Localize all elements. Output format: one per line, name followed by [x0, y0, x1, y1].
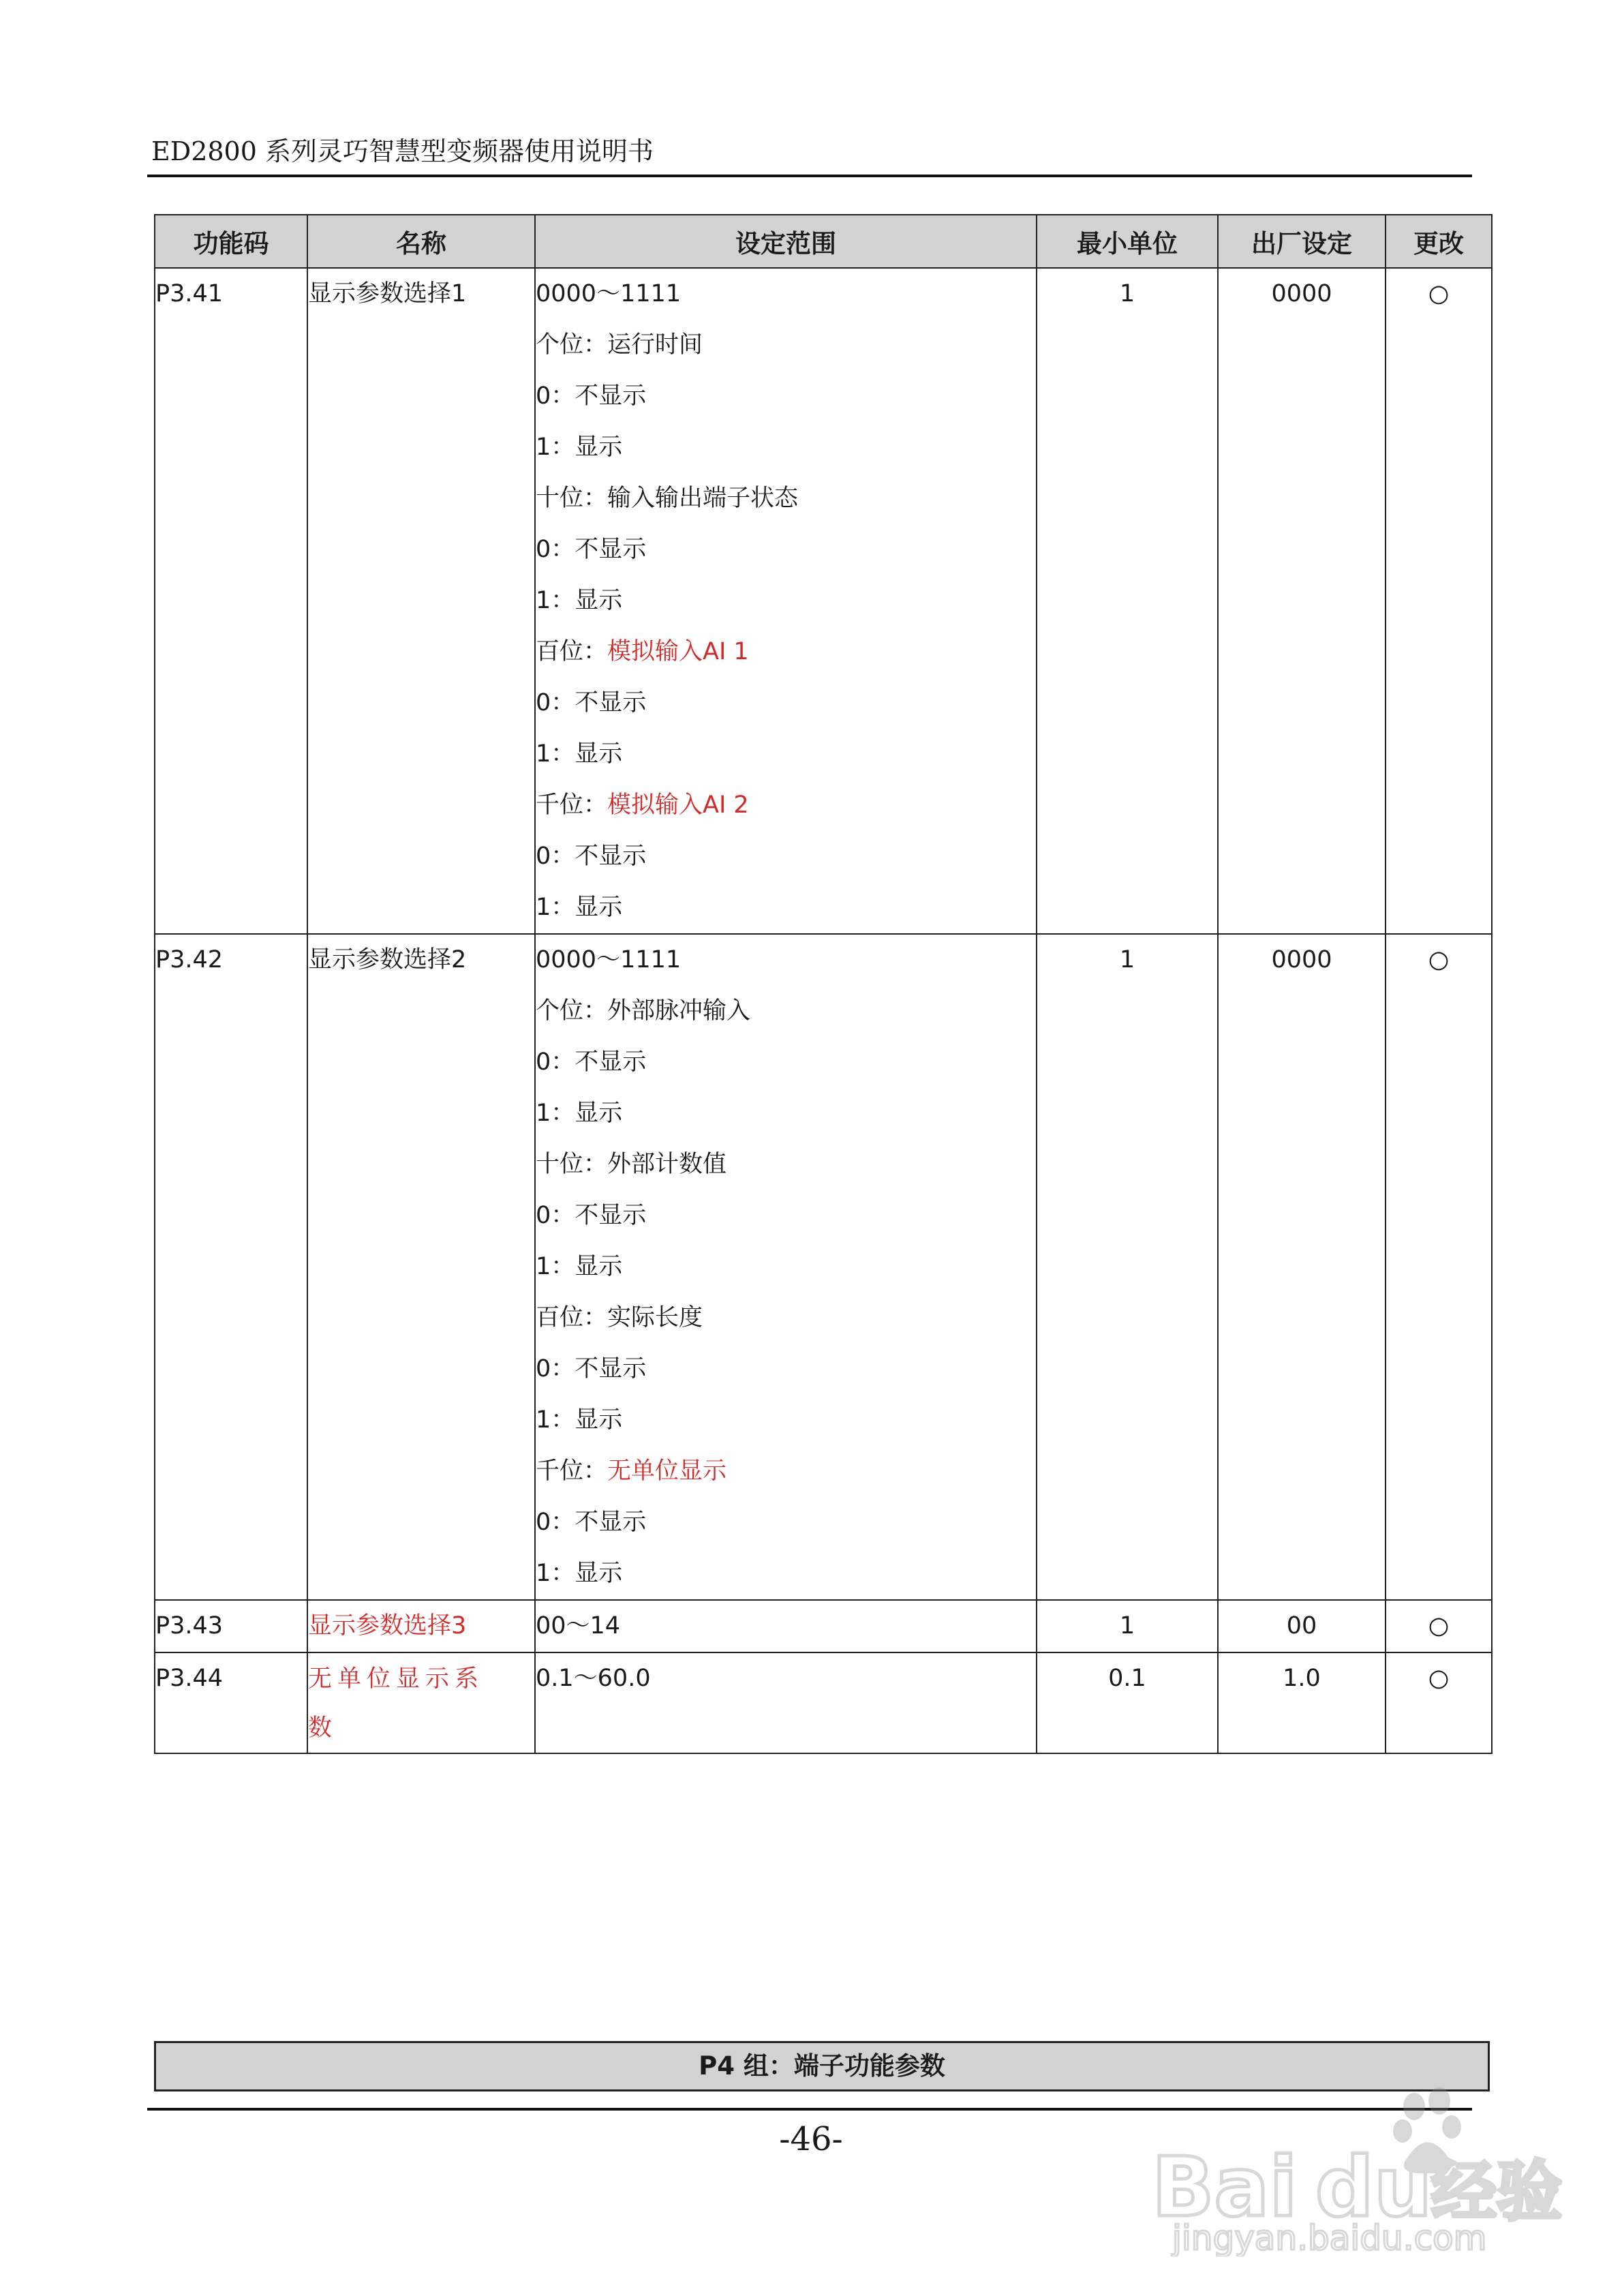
range-line	[536, 1548, 1036, 1599]
param-min-unit	[1037, 1652, 1218, 1753]
range-line-prefix: 1：	[536, 1100, 575, 1127]
range-line	[536, 1601, 1036, 1652]
range-line	[536, 831, 1036, 882]
range-line	[536, 524, 1036, 575]
range-line	[536, 1344, 1036, 1395]
range-line-text: 显示	[575, 1253, 623, 1280]
range-line-text: 外部计数值	[607, 1151, 727, 1178]
table-row	[155, 1600, 1492, 1652]
range-line-text: 无单位显示	[607, 1457, 727, 1485]
range-line-prefix: 百位：	[536, 638, 608, 665]
range-line-text: 不显示	[575, 689, 647, 716]
range-line	[536, 678, 1036, 729]
param-default-text: 00	[1286, 1612, 1317, 1640]
param-min-unit-text: 1	[1119, 280, 1135, 307]
watermark-url: jingyan.baidu.com	[1172, 2218, 1487, 2256]
range-line	[536, 729, 1036, 780]
range-line-text: 不显示	[575, 536, 647, 563]
param-default	[1218, 1652, 1386, 1753]
range-line-prefix: 1：	[536, 1253, 575, 1280]
column-header: 功能码	[155, 215, 307, 268]
param-name	[307, 268, 535, 934]
baidu-jingyan-watermark-logo	[1145, 2079, 1581, 2256]
range-line	[536, 1241, 1036, 1293]
range-line-prefix: 千位：	[536, 1457, 608, 1485]
range-line-text: 输入输出端子状态	[607, 485, 799, 512]
range-line	[536, 371, 1036, 422]
range-line	[536, 935, 1036, 986]
header-rule	[147, 175, 1472, 177]
range-line	[536, 626, 1036, 678]
param-min-unit-text: 1	[1119, 946, 1135, 973]
range-line-prefix: 1：	[536, 740, 575, 768]
range-line-prefix: 0：	[536, 382, 575, 410]
param-name	[307, 1600, 535, 1652]
range-line-prefix: 百位：	[536, 1304, 608, 1331]
param-code	[155, 1600, 307, 1652]
param-range	[535, 1652, 1037, 1753]
param-code	[155, 268, 307, 934]
param-default	[1218, 934, 1386, 1600]
range-line-prefix: 十位：	[536, 1151, 608, 1178]
range-line	[536, 1446, 1036, 1497]
parameter-table	[154, 214, 1493, 1754]
range-line-text: 显示	[575, 1100, 623, 1127]
range-line-text: 显示	[575, 1560, 623, 1587]
param-range	[535, 934, 1037, 1600]
range-line-text: 运行时间	[607, 331, 703, 359]
range-line-prefix: 1：	[536, 1560, 575, 1587]
range-line-text: 显示	[575, 1406, 623, 1434]
param-code-text: P3.44	[155, 1665, 224, 1692]
range-line	[536, 422, 1036, 473]
param-change-flag-text: ○	[1428, 1612, 1450, 1640]
document-header-title: ED2800 系列灵巧智慧型变频器使用说明书	[151, 136, 654, 166]
range-line-prefix: 个位：	[536, 331, 608, 359]
param-change-flag-text: ○	[1428, 1665, 1450, 1692]
column-header: 最小单位	[1037, 215, 1218, 268]
param-change-flag	[1386, 1652, 1492, 1753]
section-title: P4 组：端子功能参数	[699, 2051, 945, 2081]
range-line-text: 不显示	[575, 1509, 647, 1536]
range-line-text: 不显示	[575, 382, 647, 410]
svg-text:经验: 经验	[1431, 2154, 1562, 2230]
range-line	[536, 1293, 1036, 1344]
param-code	[155, 934, 307, 1600]
param-code-text: P3.42	[155, 946, 224, 973]
range-line-prefix: 0：	[536, 689, 575, 716]
range-line-prefix: 1：	[536, 1406, 575, 1434]
range-line	[536, 1088, 1036, 1139]
param-name-text: 显示参数选择1	[308, 280, 467, 307]
page-number: -46-	[779, 2120, 843, 2158]
param-name-text: 无单位显示系数	[308, 1665, 485, 1742]
range-line-text: 不显示	[575, 1355, 647, 1383]
param-change-flag	[1386, 934, 1492, 1600]
range-line-text: 外部脉冲输入	[607, 997, 751, 1025]
param-range	[535, 1600, 1037, 1652]
range-line	[536, 575, 1036, 626]
table-body	[155, 268, 1492, 1753]
param-code-text: P3.41	[155, 280, 224, 307]
param-name-text: 显示参数选择2	[308, 946, 467, 973]
range-line-text: 00～14	[536, 1612, 621, 1640]
range-line-text: 显示	[575, 434, 623, 461]
range-line-text: 显示	[575, 587, 623, 614]
param-min-unit	[1037, 934, 1218, 1600]
range-line-text: 0000～1111	[536, 280, 682, 307]
param-default-text: 0000	[1271, 946, 1332, 973]
column-header: 出厂设定	[1218, 215, 1386, 268]
range-line	[536, 780, 1036, 831]
param-min-unit	[1037, 268, 1218, 934]
range-line-prefix: 个位：	[536, 997, 608, 1025]
range-line	[536, 320, 1036, 371]
svg-text:du: du	[1315, 2141, 1433, 2235]
range-line-prefix: 千位：	[536, 791, 608, 819]
range-line-prefix: 1：	[536, 894, 575, 921]
param-default	[1218, 1600, 1386, 1652]
range-line-text: 不显示	[575, 1202, 647, 1229]
range-line-text: 0.1～60.0	[536, 1665, 651, 1692]
param-code	[155, 1652, 307, 1753]
range-line	[536, 1190, 1036, 1241]
range-line-text: 显示	[575, 740, 623, 768]
range-line	[536, 1037, 1036, 1088]
table-row	[155, 934, 1492, 1600]
param-name	[307, 934, 535, 1600]
param-min-unit-text: 0.1	[1108, 1665, 1146, 1692]
range-line	[536, 882, 1036, 933]
range-line	[536, 1395, 1036, 1446]
range-line-prefix: 0：	[536, 1202, 575, 1229]
range-line-prefix: 0：	[536, 1355, 575, 1383]
param-name	[307, 1652, 535, 1753]
table-row	[155, 1652, 1492, 1753]
range-line	[536, 1653, 1036, 1704]
range-line-prefix: 1：	[536, 434, 575, 461]
range-line-prefix: 十位：	[536, 485, 608, 512]
param-change-flag-text: ○	[1428, 280, 1450, 307]
param-range	[535, 268, 1037, 934]
column-header: 设定范围	[535, 215, 1037, 268]
table-header-row	[155, 215, 1492, 268]
range-line-text: 模拟输入AI 1	[607, 638, 749, 665]
range-line-text: 0000～1111	[536, 946, 682, 973]
param-default-text: 0000	[1271, 280, 1332, 307]
range-line-text: 不显示	[575, 1048, 647, 1076]
range-line	[536, 986, 1036, 1037]
range-line-prefix: 0：	[536, 536, 575, 563]
param-change-flag	[1386, 268, 1492, 934]
range-line-text: 模拟输入AI 2	[607, 791, 749, 819]
param-change-flag	[1386, 1600, 1492, 1652]
column-header: 更改	[1386, 215, 1492, 268]
range-line-prefix: 0：	[536, 1048, 575, 1076]
range-line-text: 不显示	[575, 843, 647, 870]
param-min-unit-text: 1	[1119, 1612, 1135, 1640]
param-name-text: 显示参数选择3	[308, 1612, 467, 1640]
range-line-text: 实际长度	[607, 1304, 703, 1331]
range-line-prefix: 0：	[536, 1509, 575, 1536]
range-line-text: 显示	[575, 894, 623, 921]
range-line-prefix: 1：	[536, 587, 575, 614]
param-change-flag-text: ○	[1428, 946, 1450, 973]
column-header: 名称	[307, 215, 535, 268]
param-min-unit	[1037, 1600, 1218, 1652]
range-line	[536, 473, 1036, 524]
svg-text:Bai: Bai	[1152, 2141, 1298, 2235]
table-row	[155, 268, 1492, 934]
range-line-prefix: 0：	[536, 843, 575, 870]
param-code-text: P3.43	[155, 1612, 224, 1640]
param-default	[1218, 268, 1386, 934]
param-default-text: 1.0	[1283, 1665, 1321, 1692]
range-line	[536, 1497, 1036, 1548]
range-line	[536, 1139, 1036, 1190]
range-line	[536, 269, 1036, 320]
